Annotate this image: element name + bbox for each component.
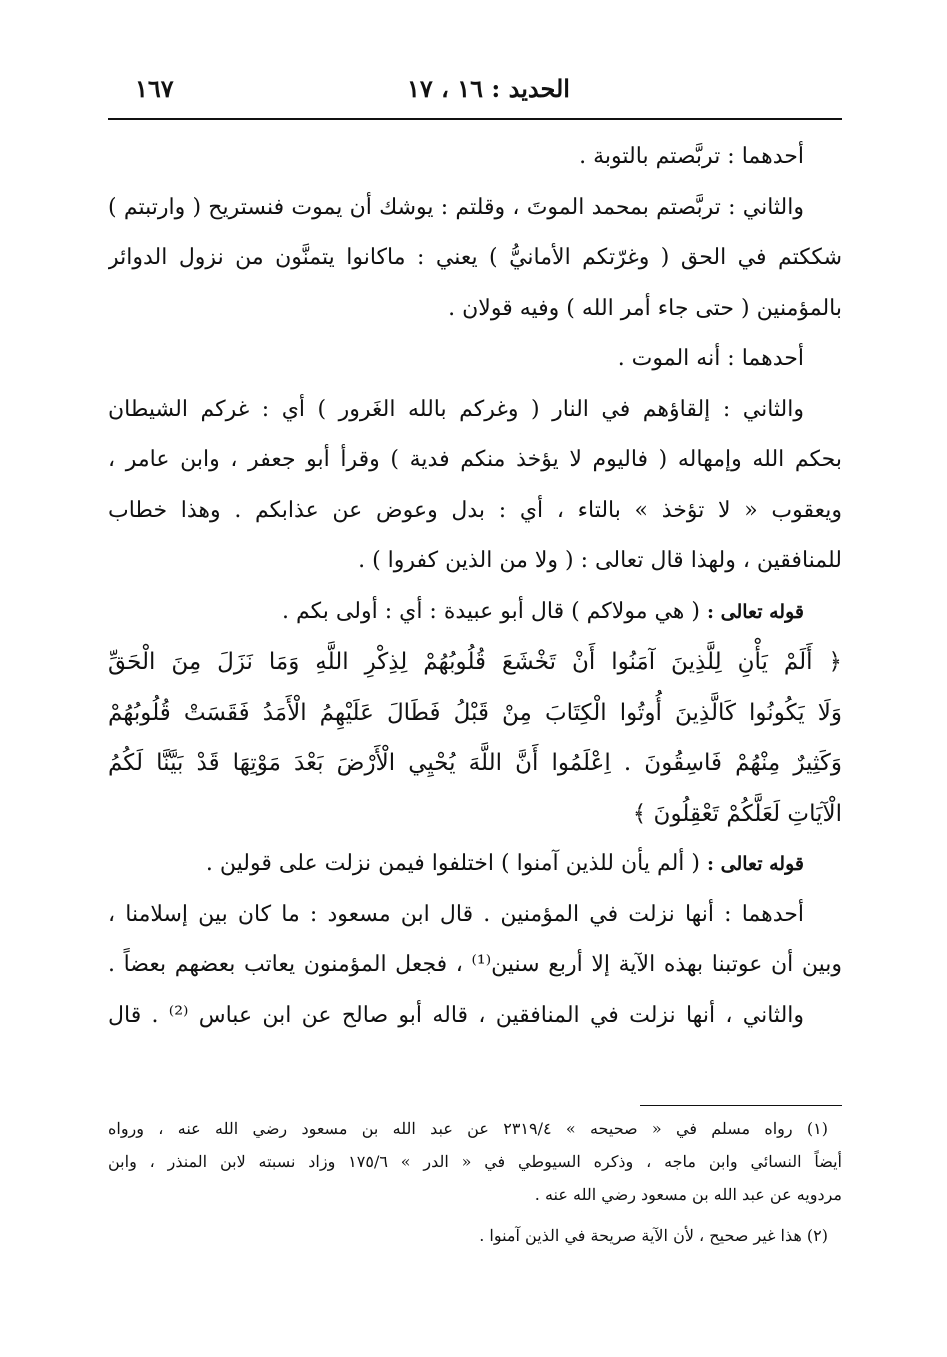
footnotes [108, 1112, 842, 1252]
quran-line: الْآيَاتِ لَعَلَّكُمْ تَعْقِلُونَ ﴾ [632, 800, 842, 827]
text-line: أحدهما : أنها نزلت في المؤمنين . قال ابن مسعود : ما كان بين إسلامنا ، [108, 901, 804, 927]
text-line: للمنافقين ، ولهذا قال تعالى : ( ولا من الذين كفروا ) . [358, 548, 842, 573]
text-line: والثاني : تربَّصتم بمحمد الموتَ ، وقلتم : يوشك أن يموت فنستريح ( وارتبتم ) [108, 194, 804, 220]
footnote-line: مردويه عن عبد الله بن مسعود رضي الله عنه . [534, 1185, 842, 1204]
text-run: ( ألم يأن للذين آمنوا ) اختلفوا فيمن نزلت على قولين . [205, 851, 700, 876]
quran-passage [108, 637, 842, 839]
quran-line: وَلَا يَكُونُوا كَالَّذِينَ أُوتُوا الْكِتَابَ مِنْ قَبْلُ فَطَالَ عَلَيْهِمُ الْأَمَدُ فَقَسَتْ قُلُوبُهُمْ [108, 699, 842, 726]
text-line [108, 587, 842, 638]
text-line: وبين أن عوتبنا بهذه الآية إلا أربع سنين⁽¹⁾ ، فجعل المؤمنون يعاتب بعضهم بعضاً . [108, 952, 842, 977]
footnote-line: (١) رواه مسلم في « صحيحه » ٢٣١٩/٤ عن عبد الله بن مسعود رضي الله عنه ، ورواه [108, 1119, 829, 1138]
footnote-rule [640, 1105, 842, 1106]
quran-line: وَكَثِيرٌ مِنْهُمْ فَاسِقُونَ . اِعْلَمُوا أَنَّ اللَّهَ يُحْيِي الْأَرْضَ بَعْدَ مَوْتِهَا قَدْ بَيَّنَّا لَكُمُ [108, 750, 842, 776]
quran-line: ﴿ أَلَمْ يَأْنِ لِلَّذِينَ آمَنُوا أَنْ تَخْشَعَ قُلُوبُهُمْ لِذِكْرِ اللَّهِ وَمَا نَزَلَ مِنَ الْحَقِّ [108, 649, 842, 675]
text-line [108, 839, 842, 890]
header-rule [108, 118, 842, 120]
text-line: أحدهما : تربَّصتم بالتوبة . [579, 144, 804, 169]
text-line: شككتم في الحق ( وغرّتكم الأمانيُّ ) يعني : ماكانوا يتمنَّون من نزول الدوائر [108, 245, 842, 270]
text-line: بالمؤمنين ( حتى جاء أمر الله ) وفيه قولان . [448, 295, 842, 321]
footnote-line: (٢) هذا غير صحيح ، لأن الآية صريحة في الذين آمنوا . [479, 1226, 828, 1245]
running-title: الحديد : ١٦ ، ١٧ [407, 74, 570, 103]
lead-label: قوله تعالى : [707, 853, 804, 875]
text-line: أحدهما : أنه الموت . [617, 346, 804, 371]
text-line: ويعقوب « لا تؤخذ » بالتاء ، أي : بدل وعوض عن عذابكم . وهذا خطاب [108, 497, 842, 523]
text-line: والثاني : إلقاؤهم في النار ( وغركم بالله الغَرور ) أي : غركم الشيطان [108, 396, 804, 422]
main-text [108, 132, 842, 1041]
text-line: والثاني ، أنها نزلت في المنافقين ، قاله أبو صالح عن ابن عباس ⁽²⁾ . قال [108, 1002, 805, 1028]
lead-label: قوله تعالى : [707, 600, 804, 623]
footnote-line: أيضاً النسائي وابن ماجه ، وذكره السيوطي في « الدر » ١٧٥/٦ وزاد نسبته لابن المنذر ، وابن [108, 1152, 842, 1171]
text-run: ( هي مولاكم ) قال أبو عبيدة : أي : أولى بكم . [282, 598, 700, 624]
page-number: ١٦٧ [135, 74, 174, 103]
page-header [135, 72, 842, 112]
text-line: بحكم الله وإمهاله ( فاليوم لا يؤخذ منكم فدية ) وقرأ أبو جعفر ، وابن عامر ، [108, 447, 842, 472]
